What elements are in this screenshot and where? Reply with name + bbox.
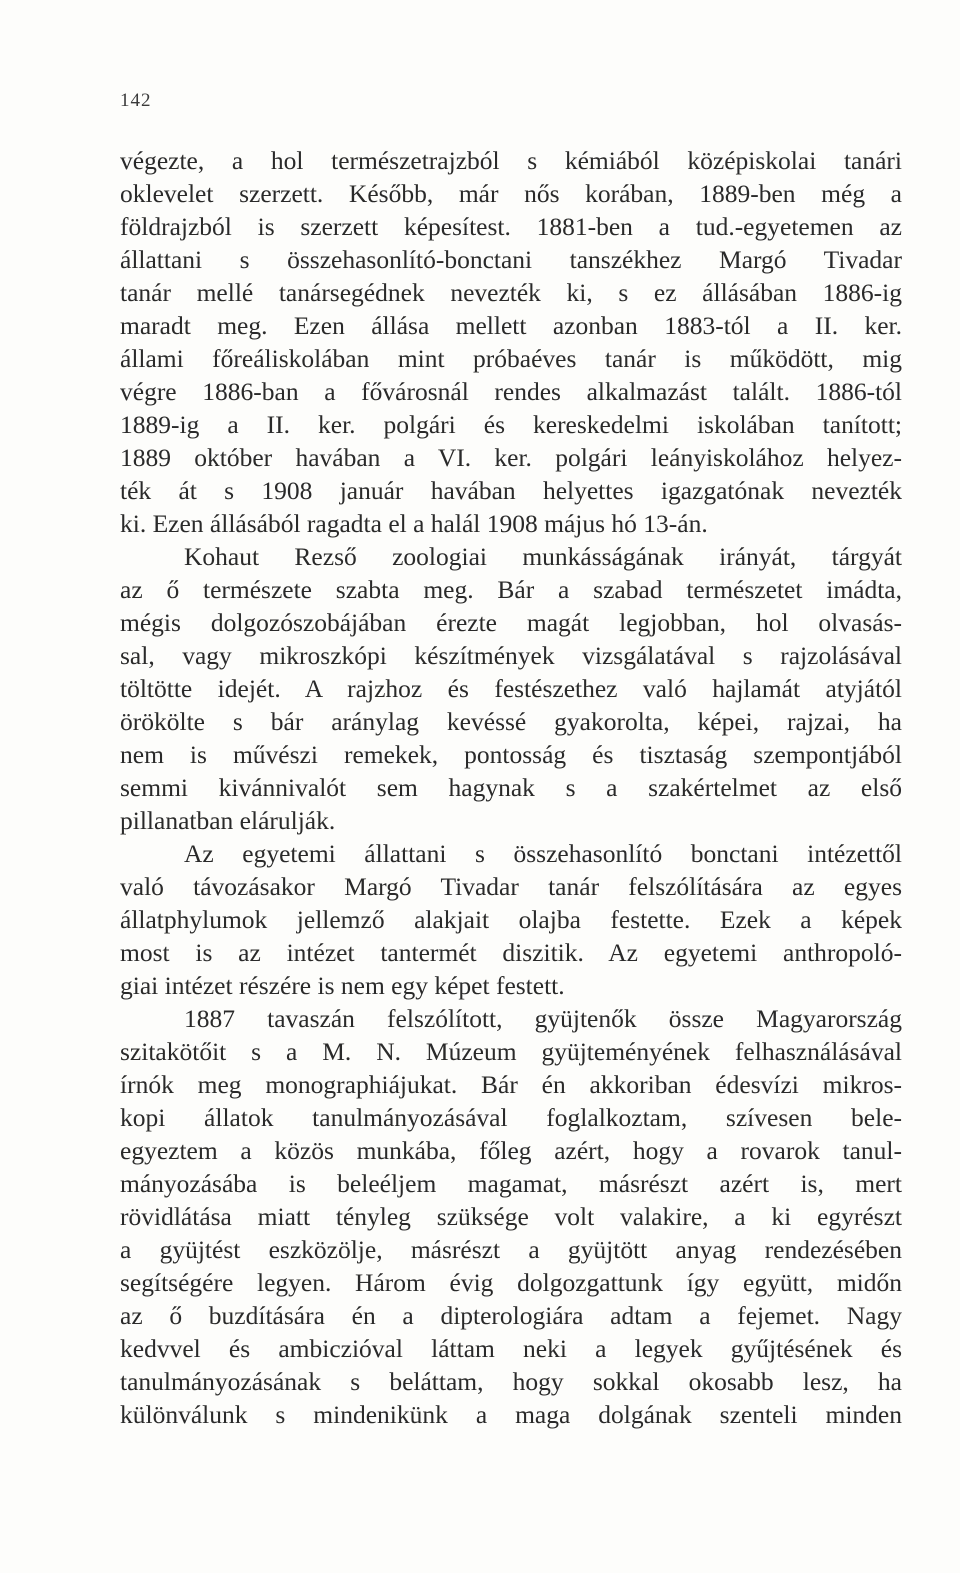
text-line: ték át s 1908 január havában helyettes igazgatónak nevezték	[120, 476, 902, 505]
text-line: állattani s összehasonlító-bonctani tanszékhez Margó Tivadar	[120, 245, 902, 274]
text-line: írnók meg monographiájukat. Bár én akkoriban édesvízi mikros-	[120, 1070, 902, 1099]
text-line: töltötte idejét. A rajzhoz és festészethez való hajlamát atyjától	[120, 674, 902, 703]
text-line: a gyüjtést eszközölje, másrészt a gyüjtött anyag rendezésében	[120, 1235, 902, 1264]
text-line: most is az intézet tantermét diszitik. Az egyetemi anthropoló-	[120, 938, 902, 967]
text-line: mányozásába is beleéljem magamat, másrészt azért is, mert	[120, 1169, 902, 1198]
text-line: 1889-ig a II. ker. polgári és kereskedelmi iskolában tanított;	[120, 410, 902, 439]
text-line: az ő buzdítására én a dipterologiára adtam a fejemet. Nagy	[120, 1301, 902, 1330]
text-line: Az egyetemi állattani s összehasonlító bonctani intézettől	[184, 839, 902, 868]
text-line: az ő természete szabta meg. Bár a szabad természetet imádta,	[120, 575, 902, 604]
body-text	[120, 144, 902, 1431]
text-line: kopi állatok tanulmányozásával foglalkoztam, szívesen bele-	[120, 1103, 902, 1132]
text-line: semmi kivánnivalót sem hagynak s a szakértelmet az első	[120, 773, 902, 802]
text-line: 1887 tavaszán felszólított, gyüjtenők össze Magyarország	[184, 1004, 902, 1033]
text-line: kedvvel és ambiczióval láttam neki a legyek gyűjtésének és	[120, 1334, 902, 1363]
text-line: maradt meg. Ezen állása mellett azonban 1883-tól a II. ker.	[120, 311, 902, 340]
text-line: tanulmányozásának s beláttam, hogy sokkal okosabb lesz, ha	[120, 1367, 902, 1396]
text-line: giai intézet részére is nem egy képet festett.	[120, 971, 565, 1000]
text-line: örökölte s bár aránylag kevéssé gyakorolta, képei, rajzai, ha	[120, 707, 902, 736]
text-line: rövidlátása miatt tényleg szüksége volt valakire, a ki egyrészt	[120, 1202, 902, 1231]
text-line: oklevelet szerzett. Később, már nős korában, 1889-ben még a	[120, 179, 902, 208]
text-line: különválunk s mindenikünk a maga dolgának szenteli minden	[120, 1400, 902, 1429]
text-line: földrajzból is szerzett képesítest. 1881-ben a tud.-egyetemen az	[120, 212, 902, 241]
text-line: szitakötőit s a M. N. Múzeum gyüjteményének felhasználásával	[120, 1037, 902, 1066]
text-line: végre 1886-ban a fővárosnál rendes alkalmazást talált. 1886-tól	[120, 377, 902, 406]
text-line: segítségére legyen. Három évig dolgozgattunk így együtt, midőn	[120, 1268, 902, 1297]
text-line: sal, vagy mikroszkópi készítmények vizsgálatával s rajzolásával	[120, 641, 902, 670]
text-line: állami főreáliskolában mint próbaéves tanár is működött, mig	[120, 344, 902, 373]
text-line: való távozásakor Margó Tivadar tanár felszólítására az egyes	[120, 872, 902, 901]
text-line: 1889 október havában a VI. ker. polgári leányiskolához helyez-	[120, 443, 902, 472]
text-line: Kohaut Rezső zoologiai munkásságának irányát, tárgyát	[184, 542, 902, 571]
text-line: egyeztem a közös munkába, főleg azért, hogy a rovarok tanul-	[120, 1136, 902, 1165]
text-line: nem is művészi remekek, pontosság és tisztaság szempontjából	[120, 740, 902, 769]
text-line: tanár mellé tanársegédnek nevezték ki, s ez állásában 1886-ig	[120, 278, 902, 307]
text-line: ki. Ezen állásából ragadta el a halál 1908 május hó 13-án.	[120, 509, 708, 538]
page-number: 142	[120, 90, 152, 111]
text-line: pillanatban elárulják.	[120, 806, 336, 835]
text-line: állatphylumok jellemző alakjait olajba festette. Ezek a képek	[120, 905, 902, 934]
text-line: mégis dolgozószobájában érezte magát legjobban, hol olvasás-	[120, 608, 902, 637]
text-line: végezte, a hol természetrajzból s kémiából középiskolai tanári	[120, 146, 902, 175]
